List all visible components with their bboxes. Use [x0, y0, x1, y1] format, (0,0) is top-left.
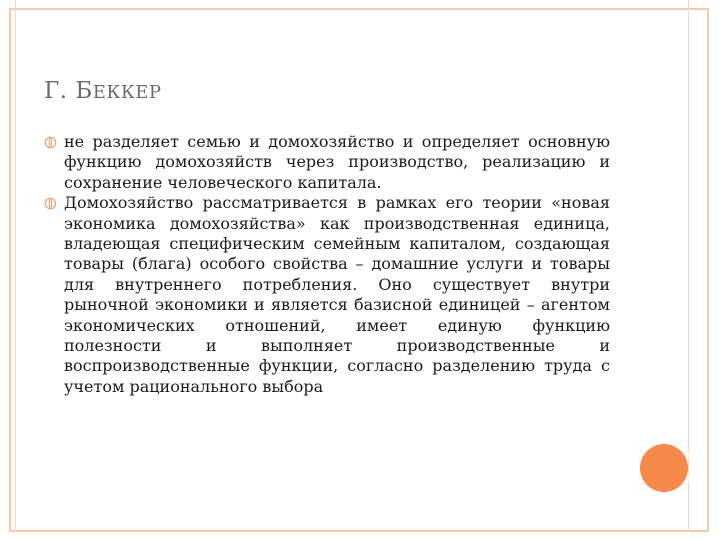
bullet-flower-icon — [44, 136, 57, 149]
title-first: Г. Б — [44, 78, 93, 104]
slide-content — [44, 132, 610, 397]
bullet-item-1 — [44, 132, 610, 193]
bullet-flower-icon — [44, 197, 57, 210]
bullet-text-2: Домохозяйство рассматривается в рамках его теории «новая экономика домохозяйства» как производственная единица, владеющая специфическим семейным капиталом, создающая товары (блага) особого свойства – домашние услуги и товары для внутреннего потребления. Оно существует внутри рыночной экономики и является базисной единицей – агентом экономических отношений, имеет единую функцию полезности и выполняет производственные и воспроизводственные функции, согласно разделению труда с учетом рационального выбора — [64, 193, 610, 396]
title-rest: ЕККЕР — [92, 82, 162, 103]
accent-ring — [634, 438, 692, 496]
bullet-text-1: не разделяет семью и домохозяйство и определяет основную функцию домохозяйств через производство, реализацию и сохранение человеческого капитала. — [64, 132, 610, 192]
slide-title — [44, 78, 162, 104]
bullet-item-2 — [44, 193, 610, 397]
